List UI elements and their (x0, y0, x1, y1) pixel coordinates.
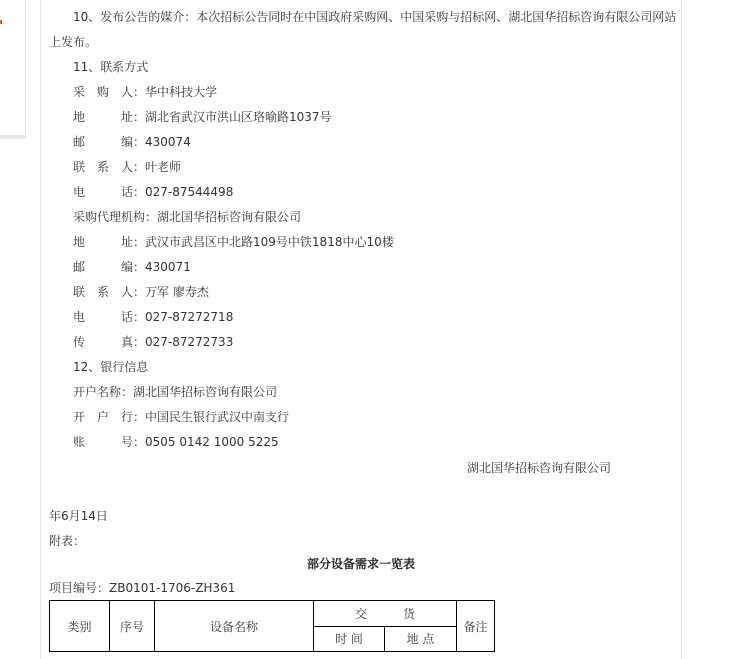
bank-row (73, 434, 279, 450)
contacts-row (73, 134, 191, 150)
colon: ： (133, 110, 146, 124)
contacts-row (73, 84, 217, 100)
bank-row (73, 409, 289, 425)
field-value: 430074 (145, 135, 191, 149)
bank-row (73, 384, 277, 400)
contacts-row (73, 209, 301, 225)
col-delivery-time: 时 间 (314, 626, 385, 652)
colon: ： (121, 385, 134, 399)
field-value: 湖北国华招标咨询有限公司 (133, 385, 278, 399)
col-index: 序号 (110, 601, 155, 652)
colon: ： (133, 260, 146, 274)
colon: ： (133, 335, 146, 349)
col-name: 设备名称 (155, 601, 314, 652)
field-value: 430071 (145, 260, 191, 274)
colon: ： (133, 85, 146, 99)
field-label: 采购人 (73, 85, 133, 99)
field-value: 湖北省武汉市洪山区珞喻路1037号 (145, 110, 332, 124)
table-title: 部分设备需求一览表 (307, 557, 416, 571)
contacts-row (73, 334, 233, 350)
field-value: 027-87272718 (145, 310, 234, 324)
contacts-row (73, 109, 332, 125)
field-label: 联系人 (73, 160, 133, 174)
field-value: 叶老师 (145, 160, 182, 174)
sidebar-panel (0, 0, 26, 139)
field-value: 中国民生银行武汉中南支行 (145, 410, 290, 424)
field-label: 邮编 (73, 260, 133, 274)
contacts-row (73, 284, 209, 300)
col-delivery-place: 地 点 (385, 626, 457, 652)
field-value: 027-87272733 (145, 335, 234, 349)
article-content (40, 0, 682, 659)
signature-company: 湖北国华招标咨询有限公司 (467, 461, 612, 475)
col-delivery: 交 货 (314, 601, 457, 627)
colon: ： (133, 435, 146, 449)
col-remark: 备注 (457, 601, 495, 652)
field-label: 账号 (73, 435, 133, 449)
attachment-label: 附表： (49, 534, 86, 548)
colon: ： (133, 160, 146, 174)
colon: ： (145, 210, 158, 224)
field-value: 万军 廖寿杰 (145, 285, 209, 299)
contacts-row (73, 234, 394, 250)
contacts-row (73, 159, 181, 175)
contacts-row (73, 184, 233, 200)
section-bank-heading: 12、银行信息 (73, 360, 149, 374)
section-contacts-heading: 11、联系方式 (73, 60, 149, 74)
colon: ： (133, 135, 146, 149)
field-label: 传真 (73, 335, 133, 349)
colon: ： (133, 310, 146, 324)
field-value: 武汉市武昌区中北路109号中铁1818中心10楼 (145, 235, 394, 249)
field-label: 联系人 (73, 285, 133, 299)
equipment-table (49, 600, 495, 652)
field-label: 采购代理机构 (73, 210, 146, 224)
date: 年6月14日 (49, 509, 108, 523)
colon: ： (133, 285, 146, 299)
contacts-row (73, 309, 233, 325)
field-value: 027-87544498 (145, 185, 234, 199)
field-value: 华中科技大学 (145, 85, 218, 99)
field-label: 电话 (73, 310, 133, 324)
field-label: 地址 (73, 235, 133, 249)
field-label: 开户名称 (73, 385, 122, 399)
field-value: 0505 0142 1000 5225 (145, 435, 279, 449)
field-label: 邮编 (73, 135, 133, 149)
colon: ： (133, 410, 146, 424)
field-label: 电话 (73, 185, 133, 199)
media-paragraph: 10、发布公告的媒介：本次招标公告同时在中国政府采购网、中国采购与招标网、湖北国华招标咨询有限公司网站 (73, 10, 677, 24)
col-category: 类别 (50, 601, 110, 652)
colon: ： (133, 185, 146, 199)
project-number: 项目编号：ZB0101-1706-ZH361 (49, 581, 236, 595)
field-label: 开户行 (73, 410, 133, 424)
media-paragraph-wrap: 上发布。 (49, 35, 98, 49)
field-value: 湖北国华招标咨询有限公司 (157, 210, 302, 224)
contacts-row (73, 259, 191, 275)
colon: ： (133, 235, 146, 249)
field-label: 地址 (73, 110, 133, 124)
sidebar-marker (0, 20, 2, 24)
